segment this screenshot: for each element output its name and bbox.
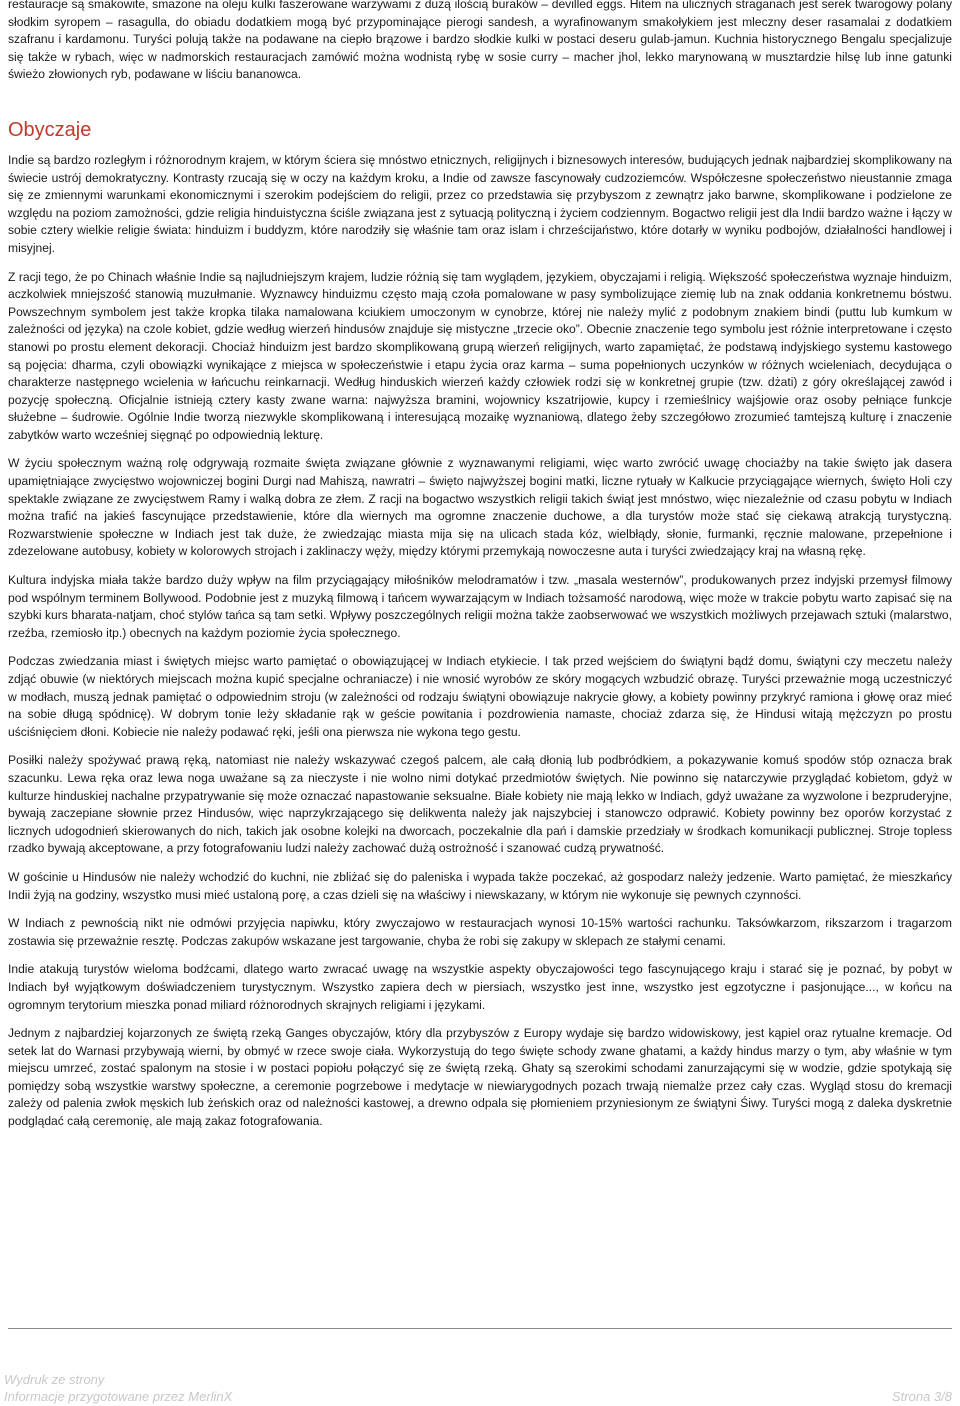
paragraph: Jednym z najbardziej kojarzonych ze świętą rzeką Ganges obyczajów, który dla przybyszów z Europy wydaje się bardzo widowiskowy, jest kąpiel oraz rytualne kremacje. Od setek lat do Warnasi przybywają wierni, by obmyć w rzece swoje ciała. Wykorzystują do tego święte schody zwane ghatami, a każdy hindus marzy o tym, aby właśnie w tym miejscu umrzeć, zostać spalonym na stosie i w postaci popiołu połączyć się ze świętą rzeką. Ghaty są szerokimi schodami zanurzającymi się w wodzie, gdzie spotykają się pomiędzy sobą wszystkie warstwy społeczne, a ceremonie pogrzebowe i medytacje w niewiarygodnych pozach trwają niemalże przez cały czas. Wygląd stosu do kremacji zależy od palenia zwłok męskich lub żeńskich oraz od należności kastowej, a drewno odpala się płomieniem przyniesionym ze świątyni Śiwy. Turyści mogą z daleka dyskretnie podglądać całą ceremonię, ale mają zakaz fotografowania. [8,1026,952,1129]
paragraph: Podczas zwiedzania miast i świętych miejsc warto pamiętać o obowiązującej w Indiach etykiecie. I tak przed wejściem do świątyni bądź domu, świątyni czy meczetu należy zdjąć obuwie (w niektórych miejscach można kupić specjalne ochraniacze) i nie wnosić wyrobów ze skóry mogących wzbudzić obrazę. Turyści przeważnie mogą uczestniczyć w modłach, muszą jednak pamiętać o odpowiednim stroju (w zależności od rodzaju świątyni obowiązuje nakrycie głowy, a kobiety powinny przykryć ramiona i głowę oraz mieć na sobie długą spódnicę). W dobrym tonie leży składanie rąk w geście powitania i pozdrowienia namaste, chociaż zdarza się, że Hindusi witają mężczyzn po prostu uściśnięciem dłoni. Kobiecie nie należy podawać ręki, jeśli ona pierwsza nie wykona tego gestu. [8,654,952,739]
footer-credits [4,1388,952,1406]
paragraph: W gościnie u Hindusów nie należy wchodzić do kuchni, nie zbliżać się do paleniska i wypada także poczekać, aż gospodarz należy jedzenie. Warto pamiętać, że mieszkańcy Indii żyją na godziny, wszystko musi mieć ustaloną porę, a czas dzieli się na właściwy i niewskazany, w którym nie wykonuje się pewnych czynności. [8,869,952,902]
section-heading: Obyczaje [8,118,92,141]
paragraph: Indie są bardzo rozległym i różnorodnym krajem, w którym ściera się mnóstwo etnicznych, religijnych i biznesowych interesów, budujących jednak najbardziej skomplikowany na świecie ustrój demokratyczny. Kontrasty rzucają się w oczy na każdym kroku, a Indie od zawsze fascynowały cudzoziemców. Współczesne społeczeństwo nieustannie zmaga się ze zmiennymi warunkami ekonomicznymi i szerokim podejściem do religii, przez co przedstawia się przybyszom z zewnątrz jako barwne, skomplikowane i podzielone ze względu na poziom zamożności, gdzie religia hinduistyczna ściśle związana jest z sytuacją polityczną i życiem codziennym. Bogactwo religii jest dla Indii bardzo ważne i łączy w sobie cztery wielkie religie świata: hinduizm i buddyzm, które narodziły się właśnie tam oraz islam i chrześcijaństwo, które dotarły w wyniku podbojów, działalności handlowej i misyjnej. [8,152,952,255]
footer-divider [8,1328,952,1329]
paragraph: Indie atakują turystów wieloma bodźcami, dlatego warto zwracać uwagę na wszystkie aspekty obyczajowości tego fascynującego kraju i starać się je poznać, by pobyt w Indiach był wyjątkowym doświadczeniem turystycznym. Wszystko zapiera dech w piersiach, wszystko jest inne, wszystko jest egzotyczne i pasjonujące..., w końcu na ogromnym terytorium mieszka ponad miliard różnorodnych skrajnych religiami i językami. [8,962,952,1012]
paragraph: Z racji tego, że po Chinach właśnie Indie są najludniejszym krajem, ludzie różnią się tam wyglądem, językiem, obyczajami i religią. Większość społeczeństwa wyznaje hinduizm, aczkolwiek mniejszość stanowią muzułmanie. Wyznawcy hinduizmu często mają czoła pomalowane w pasy symbolizujące ziemię lub na znak oddania konkretnemu bóstwu. Powszechnym symbolem jest także kropka tilaka namalowana kciukiem umoczonym w cynobrze, której nie należy mylić z podobnym znakiem bindi (puttu lub kumkum w zależności od języka) na czole kobiet, gdzie według wierzeń hindusów znajduje się mistyczne „trzecie oko”. Obecnie znaczenie tego symbolu jest różnie interpretowane i często stanowi po prostu element dekoracji. Chociaż hinduizm jest bardzo skomplikowaną grupą wierzeń religijnych, warto zapamiętać, że podstawą indyjskiego systemu kastowego są pojęcia: dharma, czyli obowiązki wynikające z miejsca w społeczeństwie i etapu życia oraz karma – suma popełnionych uczynków w różnych wcieleniach, decydująca o charakterze następnego wcielenia w łańcuchu reinkarnacji. Według hinduskich wierzeń każdy człowiek rodzi się w konkretnej grupie (tzw. dżati) z góry określającej zawód i pozycję społeczną. Oficjalnie istnieją cztery kasty zwane warna: najwyższa bramini, wojownicy kszatrijowie, kupcy i rzemieślnicy wajśjowie oraz osoby pełniące funkcje służebne – śudrowie. Ogólnie Indie tworzą niezwykle skomplikowaną i interesującą mozaikę wyznaniową, dlatego żeby szczegółowo zrozumieć tamtejszą kulturę i znaczenie zabytków warto wcześniej sięgnąć po odpowiednią lekturę. [8,269,952,442]
page-number: Strona 3/8 [892,1389,952,1404]
paragraph: W Indiach z pewnością nikt nie odmówi przyjęcia napiwku, który zwyczajowo w restauracjach wynosi 10-15% wartości rachunku. Taksówkarzom, rikszarzom i tragarzom zostawia się przeważnie resztę. Podczas zakupów wskazane jest targowanie, chyba że robi się zakupy w sklepach ze stałymi cenami. [8,916,952,948]
footer-provider: Informacje przygotowane przez MerlinX [4,1389,233,1404]
paragraph: Kultura indyjska miała także bardzo duży wpływ na film przyciągający miłośników melodramatów i tzw. „masala westernów”, produkowanych przez indyjski przemysł filmowy pod wspólnym terminem Bollywood. Podobnie jest z muzyką filmową i tańcem wywarzającym w Indiach tożsamość narodową, więc może w trakcie pobytu warto zapisać się na szybki kurs bharata-natjam, choć stylów tańca są tam setki. Wpływy poszczególnych religii można także zaobserwować we wszystkich możliwych przejawach sztuki (malarstwo, rzeźba, rzemiosło itp.) obecnych na każdym poziomie życia społecznego. [8,573,952,640]
paragraph: W życiu społecznym ważną rolę odgrywają rozmaite święta związane głównie z wyznawanymi religiami, więc warto zwrócić uwagę chociażby na takie święto jak dasera upamiętniające zwycięstwo wojowniczej bogini Durgi nad Mahiszą, nawratri – święto najwyższej bogini matki, liczne rytuały w Kalkucie przyciągające wiernych, święto Holi czy spektakle związane ze zwycięstwem Ramy i walką dobra ze złem. Z racji na bogactwo wszystkich religii takich świąt jest mnóstwo, więc niezależnie od czasu pobytu w Indiach można trafić na jakieś fascynujące przedstawienie, które dla wiernych ma ogromne znaczenie duchowe, a dla turystów może stać się ciekawą atrakcją turystyczną. Rozwarstwienie społeczne w Indiach jest tak duże, że zwiedzając miasta mija się na ulicach stada kóz, wielbłądy, słonie, furmanki, ręcznie malowane, przepełnione i zdezelowane autobusy, kobiety w kolorowych strojach i zaklinaczy węży, między którymi przemykają nowoczesne auta i turyści zwiedzający kraj na własną rękę. [8,456,952,559]
paragraph-bengal-cuisine: restauracje są smakowite, smażone na oleju kulki faszerowane warzywami z dużą ilością buraków – devilled eggs. Hitem na ulicznych straganach jest serek twarogowy polany słodkim syropem – rasagulla, do obiadu dodatkiem mogą być przypominające pierogi sandesh, a wyrafinowanym smakołykiem jest mleczny deser rasamalai z dodatkiem szafranu i kardamonu. Turyści polują także na podawane na ciepło brązowe i bardzo słodkie kulki w postaci deseru gulab-jamun. Kuchnia historycznego Bengalu specjalizuje się także w rybach, więc w nadmorskich restauracjach zamówić można wodnistą rybę w sosie curry – macher jhol, lekko marynowaną w musztardzie hilsę lub inne gatunki świeżo złowionych ryb, podawane w liściu bananowca. [8,0,952,82]
paragraph: Posiłki należy spożywać prawą ręką, natomiast nie należy wskazywać czegoś palcem, ale całą dłonią lub podbródkiem, a pokazywanie komuś spodów stóp oznacza brak szacunku. Lewa ręka oraz lewa noga uważane są za nieczyste i nie wolno nimi dotykać przedmiotów świętych. Nie powinno się natarczywie przyglądać kobietom, gdyż w kulturze hinduskiej nachalne przypatrywanie się może oznaczać napastowanie seksualne. Białe kobiety nie mają lekko w Indiach, gdyż uważane za wyzwolone i bezpruderyjne, bywają zaczepiane słownie przez Hindusów, więc naprzykrzającego się delikwenta należy jak najszybciej i stanowczo odprawić. Kobiety powinny bez oporów korzystać z licznych udogodnień skierowanych do nich, takich jak osobne kolejki na dworcach, poczekalnie dla pań i damskie przedziały w środkach komunikacji publicznej. Stroje topless rzadko bywają akceptowane, a przy fotografowaniu ludzi należy zachować dużą ostrożność i szanować cudzą prywatność. [8,753,952,856]
document-page [8,0,952,1142]
footer-source: Wydruk ze strony [4,1372,105,1387]
